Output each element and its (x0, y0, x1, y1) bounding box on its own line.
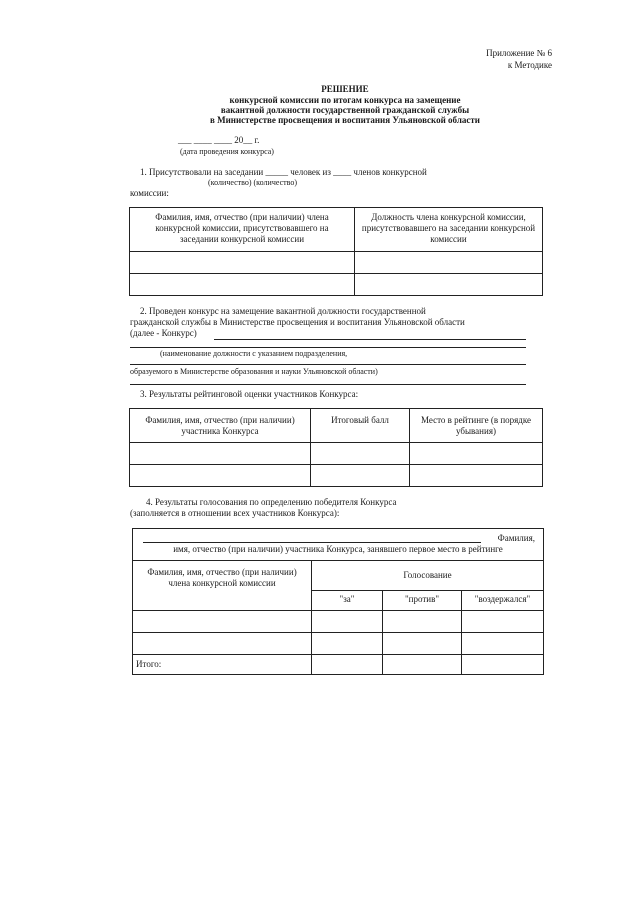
blank-line (130, 364, 526, 365)
appendix-label: Приложение № 6 (486, 48, 552, 58)
section2-caption-2: образуемого в Министерстве образования и науки Ульяновской области) (130, 367, 378, 376)
section2-line-3: (далее - Конкурс) (130, 328, 197, 338)
rating-header-place: Место в рейтинге (в порядке убывания) (410, 409, 543, 443)
title-line-3: в Министерстве просвещения и воспитания Ульяновской области (210, 115, 480, 125)
winner-caption: имя, отчество (при наличии) участника Конкурса, занявшего первое место в рейтинге (173, 544, 503, 554)
section3-text: 3. Результаты рейтинговой оценки участников Конкурса: (140, 389, 359, 399)
winner-name-line (143, 542, 481, 543)
voting-header: Голосование (312, 561, 544, 591)
section4-line-2: (заполняется в отношении всех участников Конкурса): (130, 508, 340, 518)
date-field: ___ ____ ____ 20__ г. (178, 135, 260, 145)
rating-table (129, 408, 543, 487)
section4-line-1: 4. Результаты голосования по определению победителя Конкурса (146, 497, 397, 507)
rating-header-name: Фамилия, имя, отчество (при наличии) участника Конкурса (130, 409, 311, 443)
title-line-2: вакантной должности государственной гражданской службы (220, 105, 470, 115)
vote-abstain-header: "воздержался" (462, 591, 544, 611)
date-caption: (дата проведения конкурса) (180, 147, 274, 156)
blank-line (130, 384, 526, 385)
section1-text-end: комиссии: (130, 188, 169, 198)
table-row (130, 252, 543, 274)
table-row (130, 274, 543, 296)
total-label: Итого: (133, 655, 312, 675)
title-line-1: конкурсной комиссии по итогам конкурса на замещение (229, 95, 461, 105)
member-header: Фамилия, имя, отчество (при наличии) члена конкурсной комиссии (133, 561, 312, 611)
section1-captions: (количество) (количество) (208, 178, 298, 187)
winner-tail-label: Фамилия, (497, 533, 535, 543)
section2-line-2: гражданской службы в Министерстве просвещения и воспитания Ульяновской области (130, 317, 465, 327)
total-row (133, 655, 544, 675)
table-row (133, 633, 544, 655)
section1-text: 1. Присутствовали на заседании _____ человек из ____ членов конкурсной (140, 167, 427, 177)
attendance-header-name: Фамилия, имя, отчество (при наличии) члена конкурсной комиссии, присутствовавшего на заседании конкурсной комиссии (130, 208, 355, 252)
blank-line (130, 347, 526, 348)
blank-line (214, 339, 526, 340)
rating-header-score: Итоговый балл (311, 409, 410, 443)
table-row (130, 465, 543, 487)
table-row (130, 443, 543, 465)
table-row (133, 611, 544, 633)
vote-for-header: "за" (312, 591, 383, 611)
section2-caption-1: (наименование должности с указанием подразделения, (160, 349, 348, 358)
attendance-header-position: Должность члена конкурсной комиссии, присутствовавшего на заседании конкурсной комиссии (355, 208, 543, 252)
attendance-table (129, 207, 543, 296)
voting-table (132, 528, 544, 675)
method-label: к Методике (507, 60, 552, 70)
section2-line-1: 2. Проведен конкурс на замещение вакантной должности государственной (140, 306, 426, 316)
document-title: РЕШЕНИЕ (321, 84, 369, 94)
vote-against-header: "против" (383, 591, 462, 611)
